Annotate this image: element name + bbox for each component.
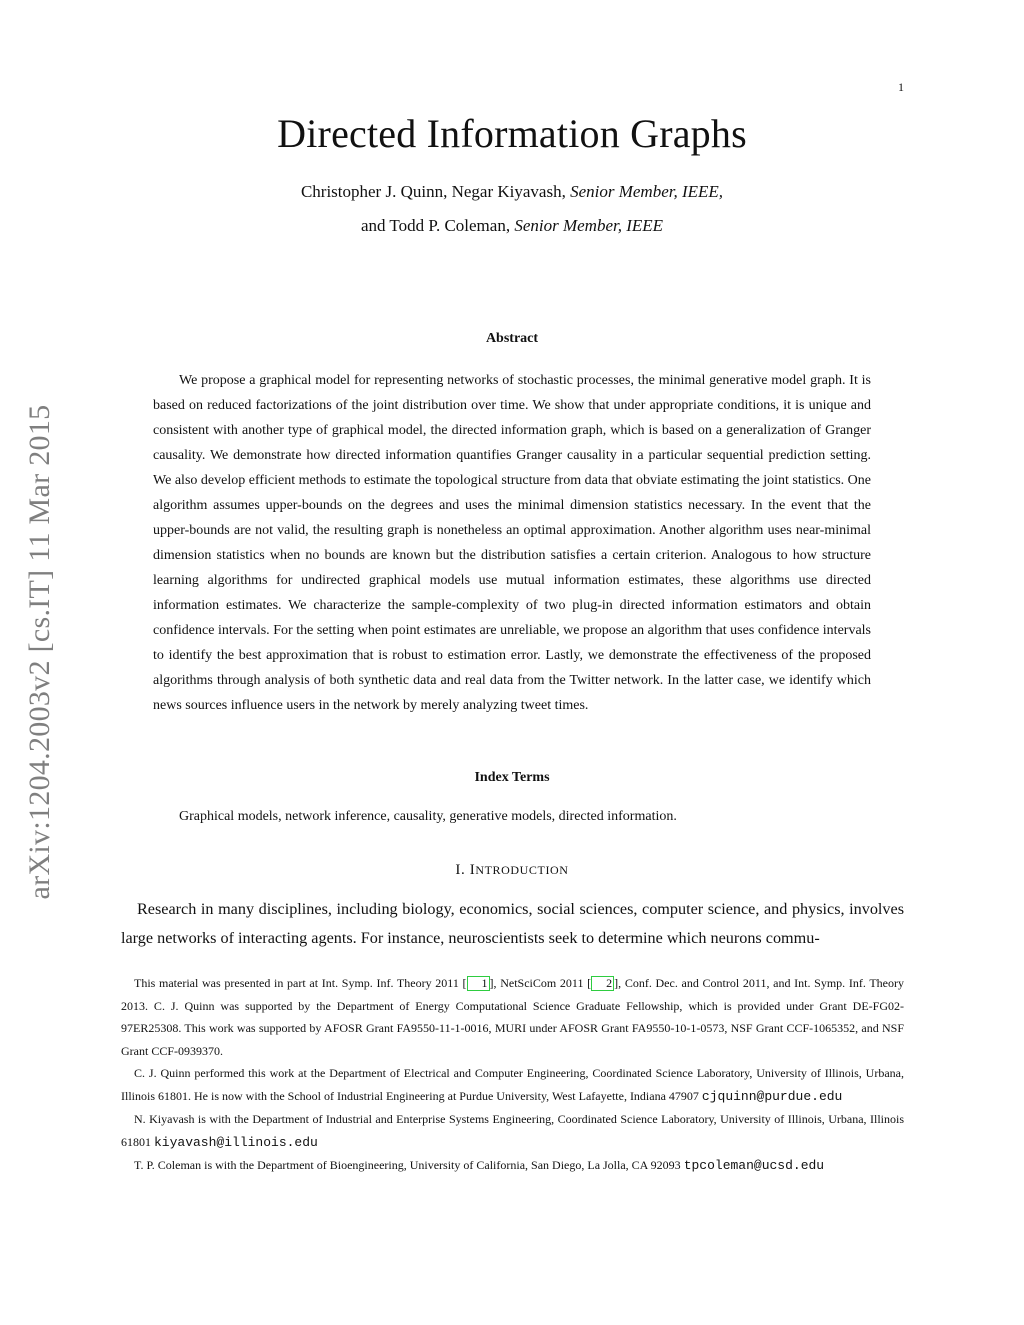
- citation-link[interactable]: [ 2 ]: [587, 976, 619, 990]
- authors-line-1: [0, 182, 1024, 202]
- author-names: and Todd P. Coleman,: [360, 216, 515, 235]
- author-names: Christopher J. Quinn, Negar Kiyavash,: [300, 182, 571, 201]
- citation-number: 2: [591, 976, 614, 991]
- abstract-body: We propose a graphical model for representing networks of stochastic processes, the minimal generative model graph. It is based on reduced factorizations of the joint distribution over time. We show that under appropriate conditions, it is unique and consistent with another type of graphical model, the directed information graph, which is based on a generalization of Granger causality. We demonstrate how directed information quantifies Granger causality in a particular sequential prediction setting. We also develop efficient methods to estimate the topological structure from data that obviate estimating the joint statistics. One algorithm assumes upper-bounds on the degrees and uses the minimal dimension statistics necessary. In the event that the upper-bounds are not valid, the resulting graph is nonetheless an optimal approximation. Another algorithm uses near-minimal dimension statistics when no bounds are known but the distribution satisfies a certain criterion. Analogous to how structure learning algorithms for undirected graphical models use mutual information estimates, these algorithms use directed information estimates. We characterize the sample-complexity of two plug-in directed information estimators and obtain confidence intervals. For the setting when point estimates are unreliable, we propose an algorithm that uses confidence intervals to identify the best approximation that is robust to estimation error. Lastly, we demonstrate the effectiveness of the proposed algorithms through analysis of both synthetic data and real data from the Twitter network. In the latter case, we identify which news sources influence users in the network by merely analyzing tweet times.: [153, 373, 871, 713]
- introduction-body: Research in many disciplines, including biology, economics, social sciences, computer science, and physics, involves large networks of interacting agents. For instance, neuroscientists seek to determine which neurons commu-: [121, 900, 904, 947]
- authors-line-2: [0, 216, 1024, 236]
- page-number: 1: [898, 80, 904, 94]
- paper-title: Directed Information Graphs: [277, 111, 747, 156]
- footnote-text: , Conf. Dec. and Control 2011, and Int. Symp. Inf. Theory 2013. C. J. Quinn was supported by the Department of Energy Computational Science Graduate Fellowship, which is provided under Grant DE-FG02-97ER25308. This work was supported by AFOSR Grant FA9550-11-1-0016, MURI under AFOSR Grant FA9550-10-1-0573, NSF Grant CCF-1065352, and NSF Grant CCF-0939370.: [121, 976, 904, 1058]
- author-email: cjquinn@purdue.edu: [701, 1088, 843, 1104]
- author-email: tpcoleman@ucsd.edu: [683, 1158, 825, 1173]
- footnote-text: C. J. Quinn performed this work at the Department of Electrical and Computer Engineering, Coordinated Science Laboratory, University of Illinois, Urbana, Illinois 61801. He is now with the School of Industrial Engineering at Purdue University, West Lafayette, Indiana 47907: [121, 1066, 904, 1103]
- footnote-kiyavash: [121, 1108, 904, 1154]
- arxiv-identifier-stamp: arXiv:1204.2003v2 [cs.IT] 11 Mar 2015: [23, 404, 56, 900]
- footnotes: [121, 972, 904, 1178]
- citation-link[interactable]: [ 1 ]: [462, 976, 494, 990]
- author-role: Senior Member, IEEE: [514, 216, 664, 235]
- citation-number: 1: [467, 976, 490, 991]
- footnote-text: N. Kiyavash is with the Department of Industrial and Enterprise Systems Engineering, Coordinated Science Laboratory, University of Illinois, Urbana, Illinois 61801: [121, 1112, 904, 1149]
- author-role: Senior Member, IEEE,: [570, 182, 724, 201]
- section-title-initial: I: [469, 862, 476, 878]
- footnote-text: This material was presented in part at Int. Symp. Inf. Theory 2011: [134, 976, 463, 990]
- author-email: kiyavash@illinois.edu: [154, 1134, 318, 1150]
- footnote-text: T. P. Coleman is with the Department of Bioengineering, University of California, San Diego, La Jolla, CA 92093: [134, 1158, 684, 1172]
- index-terms-heading: Index Terms: [474, 770, 550, 785]
- section-heading-introduction: [0, 862, 1024, 879]
- footnote-quinn: [121, 1062, 904, 1108]
- footnote-text: , NetSciCom 2011: [493, 976, 588, 990]
- footnote-coleman: [121, 1154, 904, 1178]
- section-title-rest: NTRODUCTION: [475, 863, 569, 877]
- abstract-heading: Abstract: [485, 331, 539, 346]
- index-terms-body: Graphical models, network inference, causality, generative models, directed information.: [179, 809, 677, 824]
- section-number: I.: [455, 862, 470, 878]
- footnote-funding: [121, 972, 904, 1062]
